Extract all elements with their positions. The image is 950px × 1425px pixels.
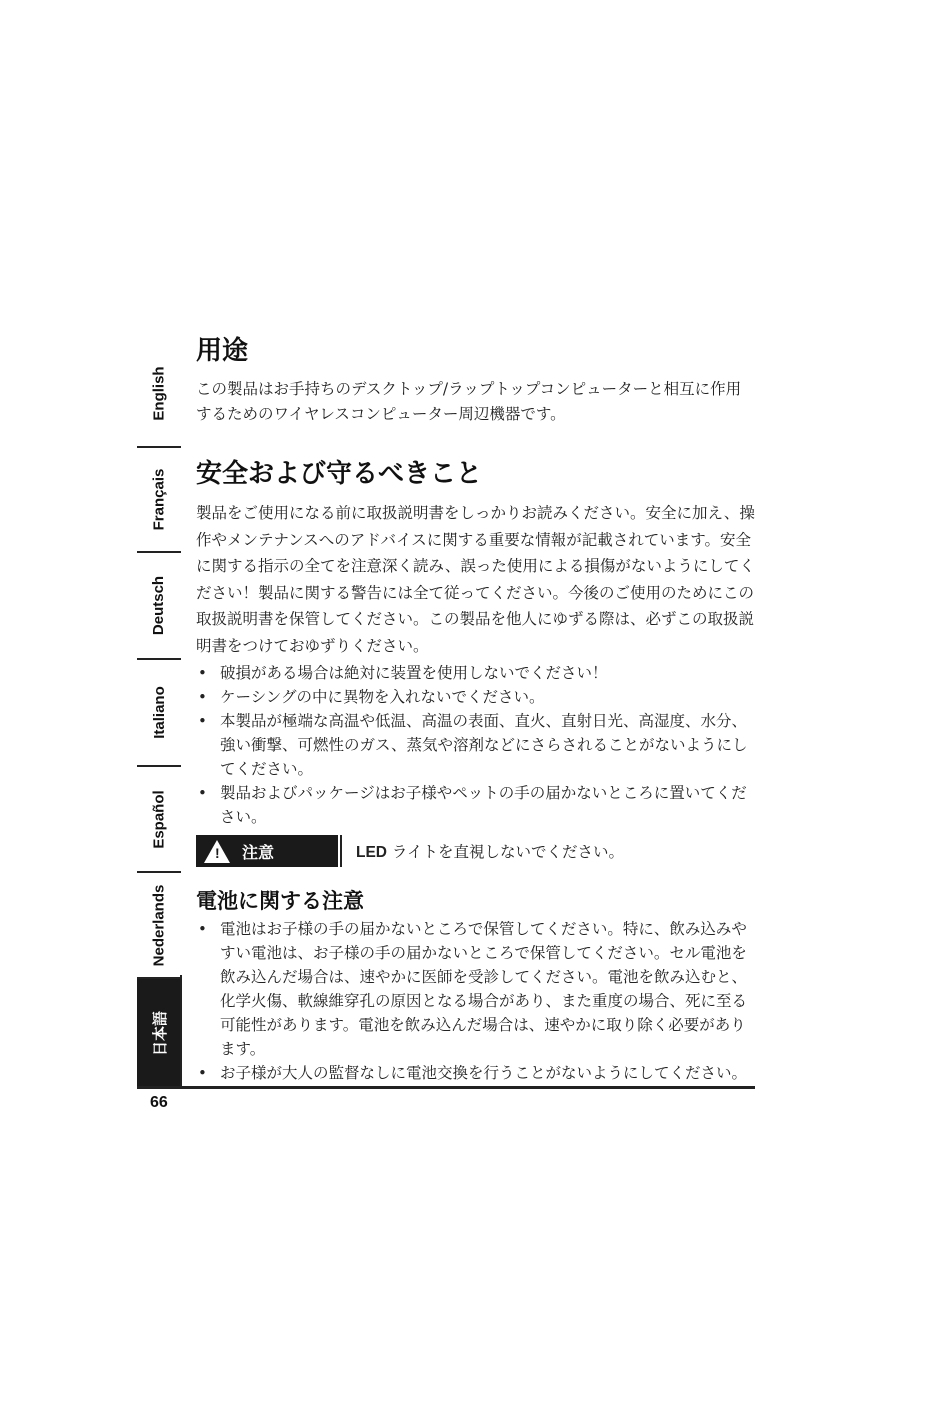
safety-heading: 安全および守るべきこと [196,459,483,489]
list-item: • 製品およびパッケージはお子様やペットの手の届かないところに置いてください。 [196,781,756,829]
safety-list [196,661,756,829]
footer-rule [137,1086,755,1089]
caution-divider [340,835,342,867]
warning-icon: ! [204,840,230,863]
tab-italiano-label: Italiano [150,686,168,739]
tab-nederlands[interactable] [137,873,181,979]
tab-divider-line [180,975,182,1087]
safety-body: 製品をご使用になる前に取扱説明書をしっかりお読みください。安全に加え、操作やメンテナンスへのアドバイスに関する重要な情報が記載されています。安全に関する指示の全てを注意深く読み、誤った使用による損傷がないようにしてください！製品に関する警告には全て従ってください。今後のご使用のためにこの取扱説明書を保管してください。この製品を他人にゆずる際は、必ずこの取扱説明書をつけておゆずりください。 [196,504,755,655]
tab-espanol-label: Español [150,789,168,849]
tab-japanese[interactable] [137,979,181,1087]
tab-deutsch-label: Deutsch [150,575,168,636]
tab-nederlands-label: Nederlands [150,884,168,966]
list-item: • お子様が大人の監督なしに電池交換を行うことがないようにしてください。 [196,1061,756,1085]
list-item: • 破損がある場合は絶対に装置を使用しないでください！ [196,661,756,685]
caution-notice [196,835,756,867]
purpose-body: この製品はお手持ちのデスクトップ/ラップトップコンピューターと相互に作用するためのワイヤレスコンピューター周辺機器です。 [196,380,742,423]
caution-badge [196,835,338,867]
list-item: • 本製品が極端な高温や低温、高温の表面、直火、直射日光、高湿度、水分、強い衝撃、可燃性のガス、蒸気や溶剤などにさらされることがないようにしてください。 [196,709,756,781]
list-item: • ケーシングの中に異物を入れないでください。 [196,685,756,709]
tab-english[interactable] [137,340,181,448]
tab-english-label: English [150,365,168,421]
tab-francais-label: Français [150,468,168,531]
page-number: 66 [150,1094,168,1111]
caution-label: 注意 [242,842,275,862]
tab-francais[interactable] [137,448,181,553]
list-item: • 電池はお子様の手の届かないところで保管してください。特に、飲み込みやすい電池は、お子様の手の届かないところで保管してください。セル電池を飲み込んだ場合は、速やかに医師を受診してください。電池を飲み込むと、化学火傷、軟線維穿孔の原因となる場合があり、また重度の場合、死に至る可能性があります。電池を飲み込んだ場合は、速やかに取り除く必要があります。 [196,917,756,1061]
purpose-heading: 用途 [196,336,249,366]
tab-espanol[interactable] [137,767,181,873]
main-content [196,330,756,1085]
tab-italiano[interactable] [137,660,181,767]
tab-japanese-label: 日本語 [150,1010,169,1056]
tab-deutsch[interactable] [137,553,181,660]
caution-text: LED ライトを直視しないでください。 [356,843,624,861]
battery-heading: 電池に関する注意 [196,889,364,913]
battery-list [196,917,756,1085]
